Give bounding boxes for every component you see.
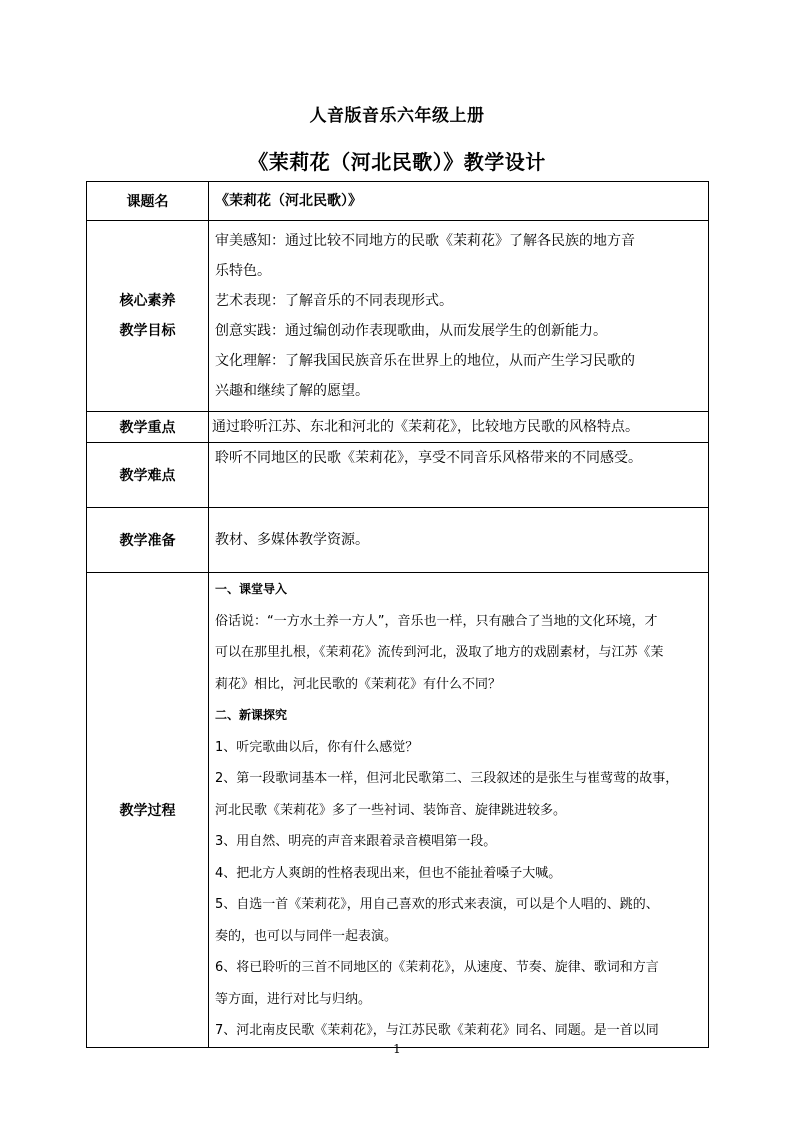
- document-title: 人音版音乐六年级上册: [309, 106, 485, 126]
- difficulty-text: 聆听不同地区的民歌《茉莉花》，享受不同音乐风格带来的不同感受。: [215, 450, 642, 466]
- topic-value: 《茉莉花（河北民歌）》: [209, 182, 709, 221]
- table-row-preparation: [87, 508, 709, 573]
- difficulty-value: [209, 443, 709, 508]
- preparation-text: 教材、多媒体教学资源。: [215, 532, 369, 548]
- lesson-plan-table: [86, 181, 709, 1048]
- focus-label: 教学重点: [87, 412, 209, 443]
- process-section-heading: 二、新课探究: [215, 708, 288, 722]
- preparation-value: [209, 508, 709, 573]
- goals-line: 乐特色。: [215, 263, 271, 279]
- process-line: 奏的，也可以与同伴一起表演。: [215, 928, 398, 944]
- page-number: 1: [393, 1042, 401, 1056]
- process-label: 教学过程: [87, 573, 209, 1048]
- difficulty-label: 教学难点: [87, 443, 209, 508]
- table-row-goals: [87, 221, 709, 412]
- goals-content: [209, 221, 709, 412]
- process-line: 可以在那里扎根，《茉莉花》流传到河北，汲取了地方的戏剧素材，与江苏《茉: [215, 645, 664, 660]
- process-line: 1、听完歌曲以后，你有什么感觉？: [215, 739, 419, 755]
- goals-label-line2: 教学目标: [119, 323, 176, 339]
- process-line: 7、河北南皮民歌《茉莉花》，与江苏民歌《茉莉花》同名、同题。是一首以同: [215, 1023, 659, 1038]
- process-section-heading: 一、课堂导入: [215, 582, 288, 596]
- process-line: 4、把北方人爽朗的性格表现出来，但也不能扯着嗓子大喊。: [215, 865, 562, 881]
- table-row-topic: [87, 182, 709, 221]
- goals-line: 审美感知：通过比较不同地方的民歌《茉莉花》了解各民族的地方音: [215, 233, 635, 249]
- goals-line: 艺术表现：了解音乐的不同表现形式。: [215, 293, 453, 309]
- topic-label: 课题名: [87, 182, 209, 221]
- process-line: 河北民歌《茉莉花》多了一些衬词、装饰音、旋律跳进较多。: [215, 802, 567, 818]
- process-line: 5、自选一首《茉莉花》，用自己喜欢的形式来表演，可以是个人唱的、跳的、: [215, 897, 659, 912]
- table-row-difficulty: [87, 443, 709, 508]
- goals-line: 创意实践：通过编创动作表现歌曲，从而发展学生的创新能力。: [215, 323, 607, 339]
- focus-text: 通过聆听江苏、东北和河北的《茉莉花》，比较地方民歌的风格特点。: [212, 419, 639, 435]
- process-line: 莉花》相比，河北民歌的《茉莉花》有什么不同？: [215, 676, 502, 692]
- table-row-process: [87, 573, 709, 1048]
- process-line: 等方面，进行对比与归纳。: [215, 991, 372, 1007]
- process-content: [209, 573, 709, 1048]
- focus-value: [209, 412, 709, 443]
- lesson-title: 《茉莉花（河北民歌）》教学设计: [248, 150, 546, 174]
- table-row-focus: [87, 412, 709, 443]
- preparation-label: 教学准备: [87, 508, 209, 573]
- goals-label-line1: 核心素养: [119, 293, 176, 309]
- process-line: 俗话说：“一方水土养一方人”，音乐也一样，只有融合了当地的文化环境，才: [215, 613, 658, 629]
- goals-label: [87, 221, 209, 412]
- process-line: 3、用自然、明亮的声音来跟着录音模唱第一段。: [215, 834, 497, 849]
- process-line: 2、第一段歌词基本一样，但河北民歌第二、三段叙述的是张生与崔莺莺的故事，: [215, 771, 679, 786]
- goals-line: 兴趣和继续了解的愿望。: [215, 383, 369, 399]
- goals-line: 文化理解：了解我国民族音乐在世界上的地位，从而产生学习民歌的: [215, 353, 635, 369]
- process-line: 6、将已聆听的三首不同地区的《茉莉花》，从速度、节奏、旋律、歌词和方言: [215, 960, 659, 975]
